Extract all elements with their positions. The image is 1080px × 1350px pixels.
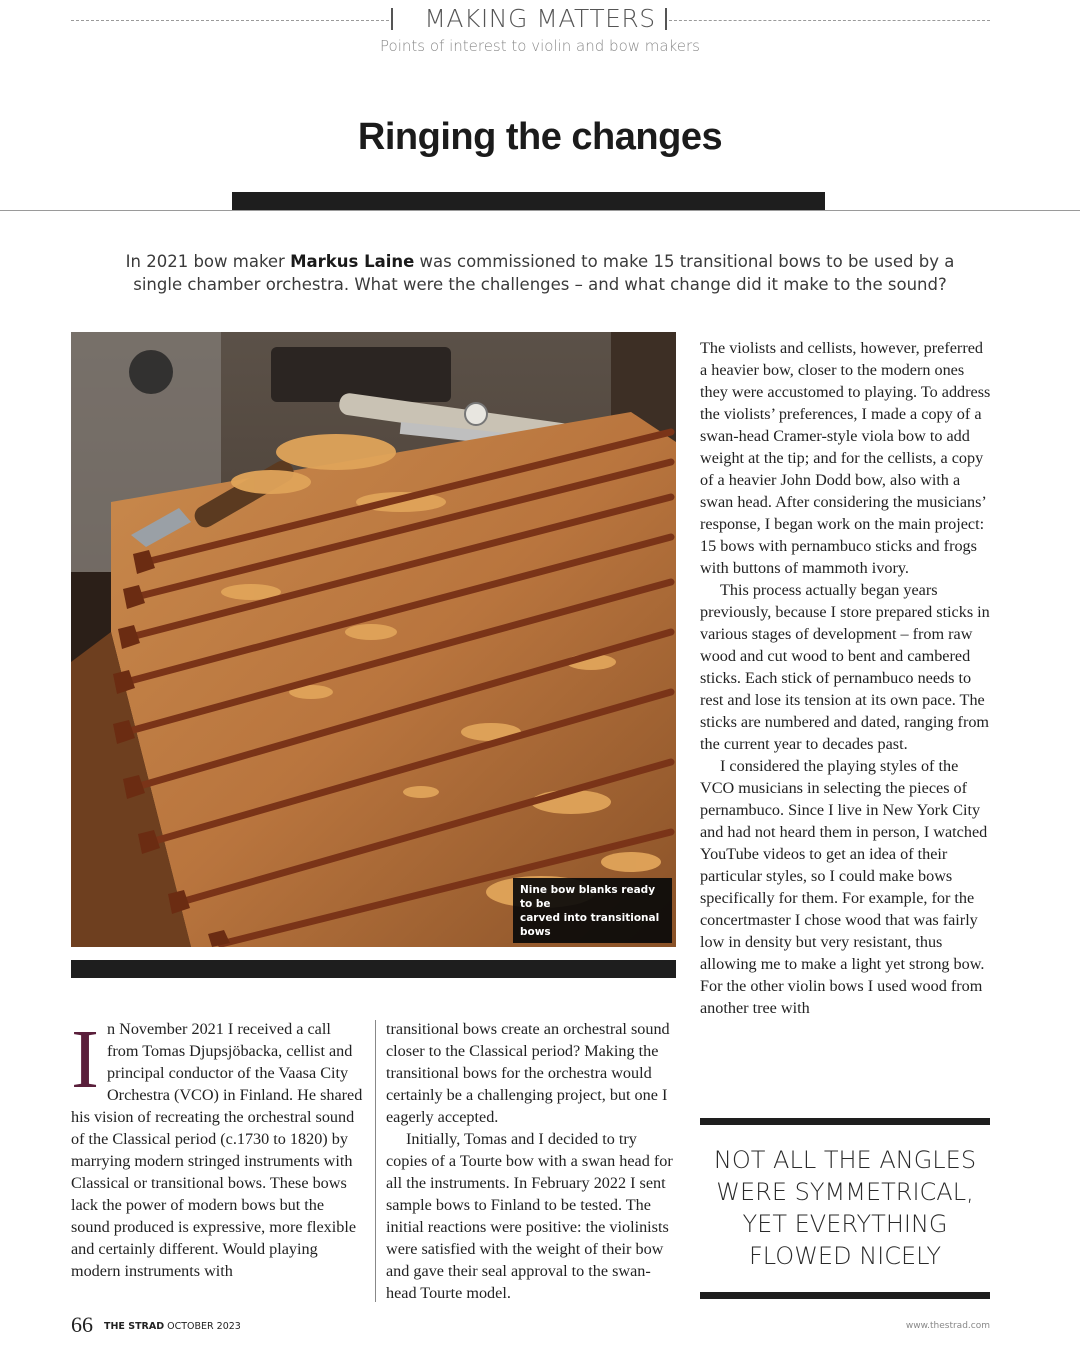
section-title: MAKING MATTERS bbox=[424, 4, 656, 33]
footer-publication bbox=[104, 1321, 241, 1332]
column-divider bbox=[375, 1020, 376, 1302]
header-tick-right bbox=[665, 8, 667, 30]
article-column-3 bbox=[700, 337, 992, 1019]
photo-caption bbox=[513, 878, 672, 943]
page-number: 66 bbox=[71, 1312, 93, 1337]
standfirst-text: In 2021 bow maker bbox=[125, 252, 291, 271]
photo-bar bbox=[71, 960, 676, 978]
standfirst-author: Markus Laine bbox=[290, 252, 415, 271]
section-subtitle: Points of interest to violin and bow makers bbox=[380, 37, 700, 55]
footer-url[interactable]: www.thestrad.com bbox=[905, 1321, 990, 1331]
issue-date: OCTOBER 2023 bbox=[167, 1321, 241, 1332]
header-rule-right bbox=[669, 20, 990, 21]
drop-cap: I bbox=[71, 1013, 99, 1106]
standfirst bbox=[110, 250, 970, 296]
article-column-2 bbox=[386, 1018, 678, 1304]
pullquote-bar-bottom bbox=[700, 1292, 990, 1299]
caption-line-2: carved into transitional bows bbox=[520, 912, 660, 938]
headline-rule bbox=[0, 210, 1080, 211]
article-headline: Ringing the changes bbox=[357, 116, 723, 158]
caption-line-1: Nine bow blanks ready to be bbox=[520, 884, 656, 910]
pullquote-bar-top bbox=[700, 1118, 990, 1125]
publication-name: THE STRAD bbox=[104, 1321, 165, 1332]
paragraph: The violists and cellists, however, preferred a heavier bow, closer to the modern ones they were accustomed to playing. To address the violists’ preferences, I made a copy of a swan-head Cramer-style viola bow to add weight at the tip; and for the cellists, a copy of a heavier John Dodd bow, also with a swan head. After considering the musicians’ response, I began work on the main project: 15 bows with pernambuco sticks and frogs with buttons of mammoth ivory. bbox=[700, 339, 991, 577]
article-column-1 bbox=[71, 1013, 363, 1282]
paragraph: Initially, Tomas and I decided to try copies of a Tourte bow with a swan head for all the instruments. In February 2022 I sent sample bows to Finland to be tested. The initial reactions were positive: the violinists were satisfied with the weight of their bow and gave their seal approval to the swan-head Tourte model. bbox=[386, 1130, 673, 1302]
photo-bow-blanks bbox=[71, 332, 676, 947]
paragraph: transitional bows create an orchestral sound closer to the Classical period? Making the transitional bows for the orchestra would certainly be a challenging project, but one I eagerly accepted. bbox=[386, 1020, 670, 1126]
paragraph: n November 2021 I received a call from Tomas Djupsjöbacka, cellist and principal conductor of the Vaasa City Orchestra (VCO) in Finland. He shared his vision of recreating the orchestral sound of the Classical period (c.1730 to 1820) by marrying modern stringed instruments with Classical or transitional bows. These bows lack the power of modern bows but the sound produced is expressive, more flexible and certainly different. Would playing modern instruments with bbox=[71, 1020, 363, 1280]
standfirst-text-rest: was commissioned to make 15 transitional bows to be used by a single chamber orchestra. What were the challenges – and what change did it make to the sound? bbox=[133, 252, 955, 294]
pull-quote: NOT ALL THE ANGLES WERE SYMMETRICAL, YET EVERYTHING FLOWED NICELY bbox=[713, 1146, 977, 1270]
paragraph: I considered the playing styles of the VCO musicians in selecting the pieces of pernambuco. Since I live in New York City and had not heard them in person, I watched YouTube videos to get an idea of their particular styles, so I could make bows specifically for them. For example, for the concertmaster I chose wood that was fairly low in density but very resistant, thus allowing me to make a light yet strong bow. For the other violin bows I used wood from another tree with bbox=[700, 757, 988, 1017]
bow-blanks-illustration bbox=[71, 332, 676, 947]
paragraph: This process actually began years previously, because I store prepared sticks in various stages of development – from raw wood and cut wood to bent and cambered sticks. Each stick of pernambuco needs to rest and lose its tension at its own pace. The sticks are numbered and dated, ranging from the current year to decades past. bbox=[700, 581, 990, 753]
headline-bar bbox=[232, 192, 825, 210]
